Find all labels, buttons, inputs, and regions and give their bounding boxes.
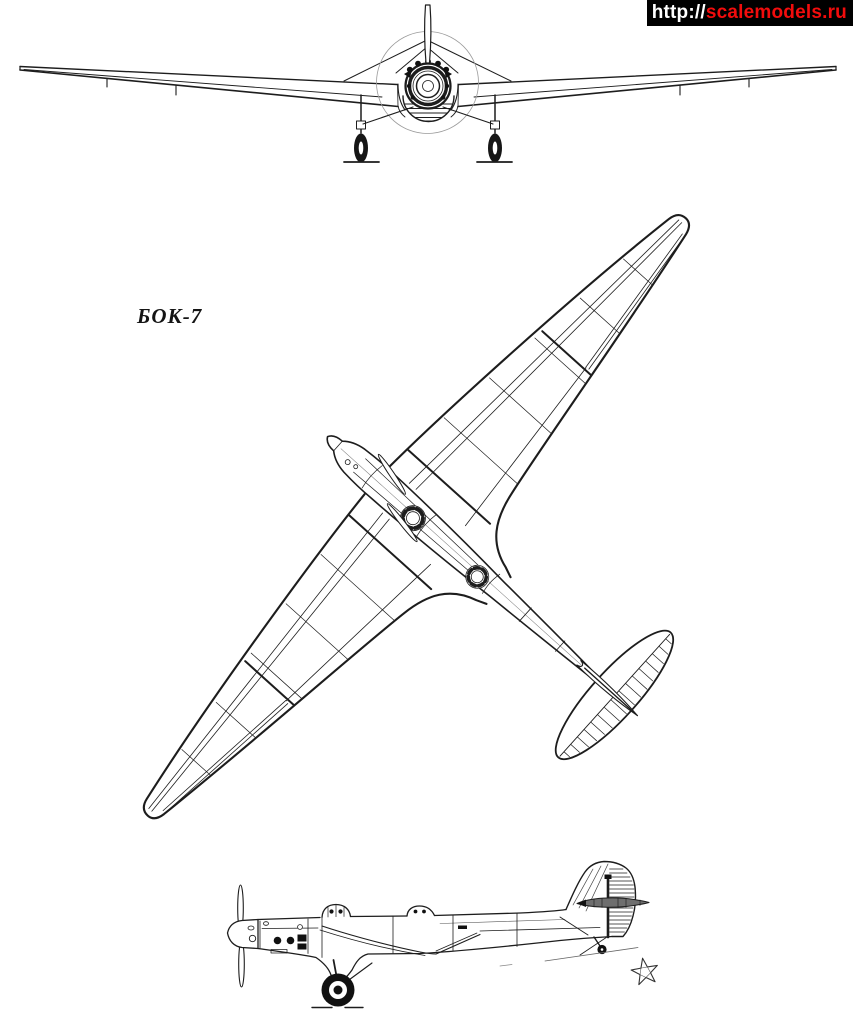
side-markings [264, 922, 468, 953]
wing-fillet [322, 926, 436, 954]
side-landing-gear [312, 960, 372, 1008]
drawing-title: БОК-7 [137, 304, 203, 328]
side-canopies [322, 905, 435, 918]
rear-canopy-dome [407, 906, 435, 916]
front-cowling [404, 59, 452, 109]
side-tail [500, 862, 649, 967]
star-icon [629, 956, 660, 986]
side-propeller [228, 885, 259, 987]
side-view [228, 862, 650, 1008]
ground-line [545, 948, 638, 962]
plan-fuselage [316, 424, 613, 696]
watermark-domain: scalemodels.ru [705, 2, 847, 23]
watermark-protocol: http:// [651, 2, 706, 23]
exhaust-port [287, 937, 295, 945]
spinner [228, 920, 259, 949]
front-view [20, 5, 836, 163]
side-fuselage [258, 910, 612, 984]
exhaust-port [274, 937, 282, 945]
propeller-blade [425, 5, 431, 63]
watermark-banner [647, 0, 853, 26]
plan-view [59, 138, 853, 1015]
stabilizer-edge-on [577, 898, 649, 907]
